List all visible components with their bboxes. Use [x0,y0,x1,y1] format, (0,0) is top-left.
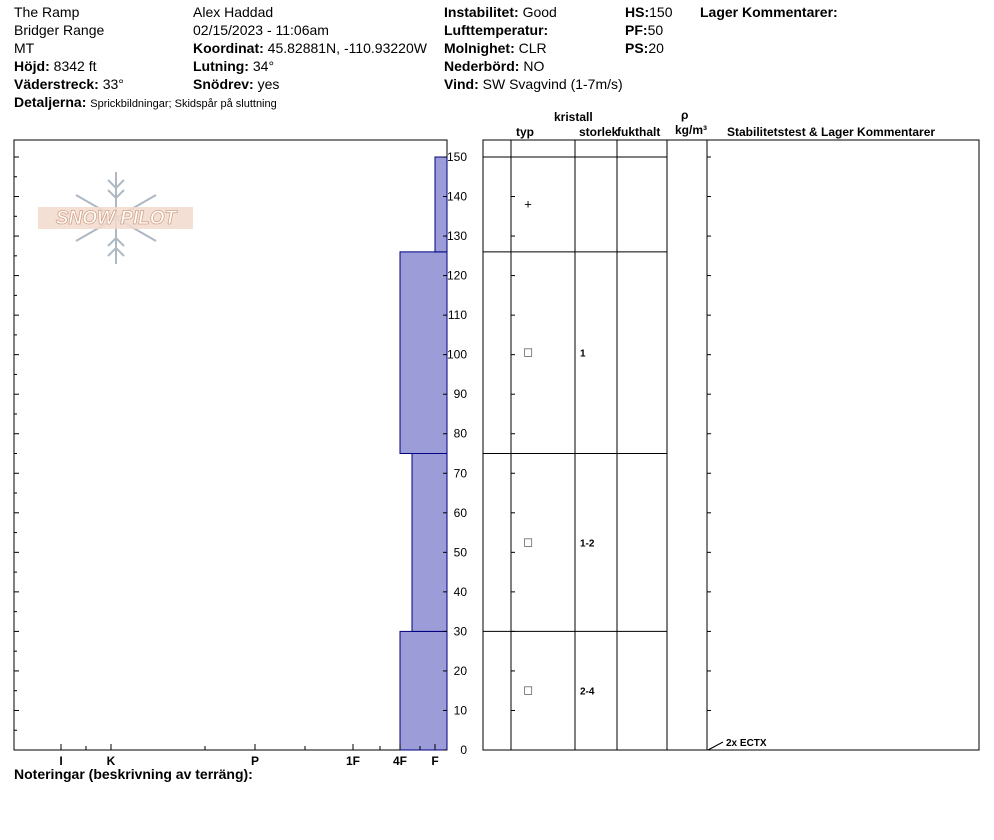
air-temp-label: Lufttemperatur: [444,22,549,38]
density-unit-header: kg/m³ [675,123,708,137]
sky-label: Molnighet: [444,40,515,56]
hardness-bar [400,252,447,454]
hardness-bar [400,631,447,750]
hs-value: 150 [649,4,673,20]
precip-value: NO [523,58,545,74]
sky-value: CLR [518,40,547,56]
grain-size-label: 2-4 [580,686,595,698]
layer-table-frame [483,140,979,750]
details-label: Detaljerna: [14,94,87,110]
hs-label: HS: [625,4,650,20]
details-value: Sprickbildningar; Skidspår på sluttning [90,98,277,110]
observation-datetime: 02/15/2023 - 11:06am [193,22,329,38]
instability-value: Good [522,4,557,20]
rho-header: ρ [681,108,689,122]
height-tick-label: 110 [447,308,467,323]
hardness-tick-label: F [431,754,439,768]
height-tick-label: 80 [453,426,467,441]
hardness-bars [400,157,447,750]
ps-value: 20 [648,40,664,56]
height-tick-label: 0 [460,743,467,757]
location-name: The Ramp [14,4,80,20]
height-tick-label: 150 [446,150,467,164]
logo-text: SNOW PILOT [55,208,177,229]
grain-type-symbol: □ [524,534,532,550]
pf-value: 50 [647,22,664,38]
height-tick-label: 130 [446,229,467,244]
hardness-tick-label: 4F [392,754,408,768]
stability-tests [708,738,767,750]
wind-loading-label: Snödrev: [193,76,254,92]
height-tick-label: 50 [453,545,467,560]
aspect-label: Väderstreck: [14,76,99,92]
type-header: typ [516,125,534,139]
height-tick-label: 10 [453,703,467,718]
grain-size-label: 1 [580,348,586,360]
hardness-tick-label: I [59,754,63,768]
chart-frames [14,140,979,750]
hardness-tick-label: K [106,754,116,768]
slope-label: Lutning: [193,58,249,74]
state-name: MT [14,40,35,56]
moisture-header: fukthalt [617,125,661,139]
grain-size-label: 1-2 [580,538,595,550]
test-label: 2x ECTX [726,738,767,749]
height-tick-label: 120 [446,268,467,283]
height-tick-label: 30 [453,624,467,639]
height-tick-label: 40 [453,584,467,599]
precip-label: Nederbörd: [444,58,520,74]
range-name: Bridger Range [14,22,105,38]
grain-type-symbol: □ [524,344,532,360]
height-tick-label: 60 [453,505,467,520]
coord-value: 45.82881N, -110.93220W [267,40,427,56]
notes-label: Noteringar (beskrivning av terräng): [14,766,253,782]
pf-label: PF: [625,22,648,38]
grain-type-symbol: □ [524,682,532,698]
hardness-bar [412,454,447,632]
crystal-header: kristall [554,110,593,124]
height-value: 8342 ft [53,58,97,74]
height-tick-label: 90 [453,387,467,402]
hardness-axis [59,744,438,768]
test-pointer [708,742,723,750]
stability-header: Stabilitetstest & Lager Kommentarer [727,125,936,139]
ps-label: PS: [625,40,649,56]
grain-type-symbol: + [524,196,532,212]
height-label: Höjd: [14,58,50,74]
observer-name: Alex Haddad [193,4,274,20]
wind-label: Vind: [444,76,479,92]
height-tick-label: 140 [446,189,467,204]
coord-label: Koordinat: [193,40,264,56]
height-tick-label: 70 [453,466,467,481]
slope-value: 34° [252,58,275,74]
size-header: storlek [579,125,619,139]
aspect-value: 33° [102,76,124,92]
hardness-plot-frame [14,140,447,750]
wind-loading-value: yes [257,76,280,92]
hardness-tick-label: P [250,754,260,768]
layer-comments-label: Lager Kommentarer: [700,4,838,20]
hardness-bar [435,157,447,252]
hardness-tick-label: 1F [345,754,361,768]
instability-label: Instabilitet: [444,4,519,20]
height-tick-label: 20 [453,663,467,678]
height-tick-label: 100 [446,347,467,362]
wind-value: SW Svagvind (1-7m/s) [482,76,623,92]
